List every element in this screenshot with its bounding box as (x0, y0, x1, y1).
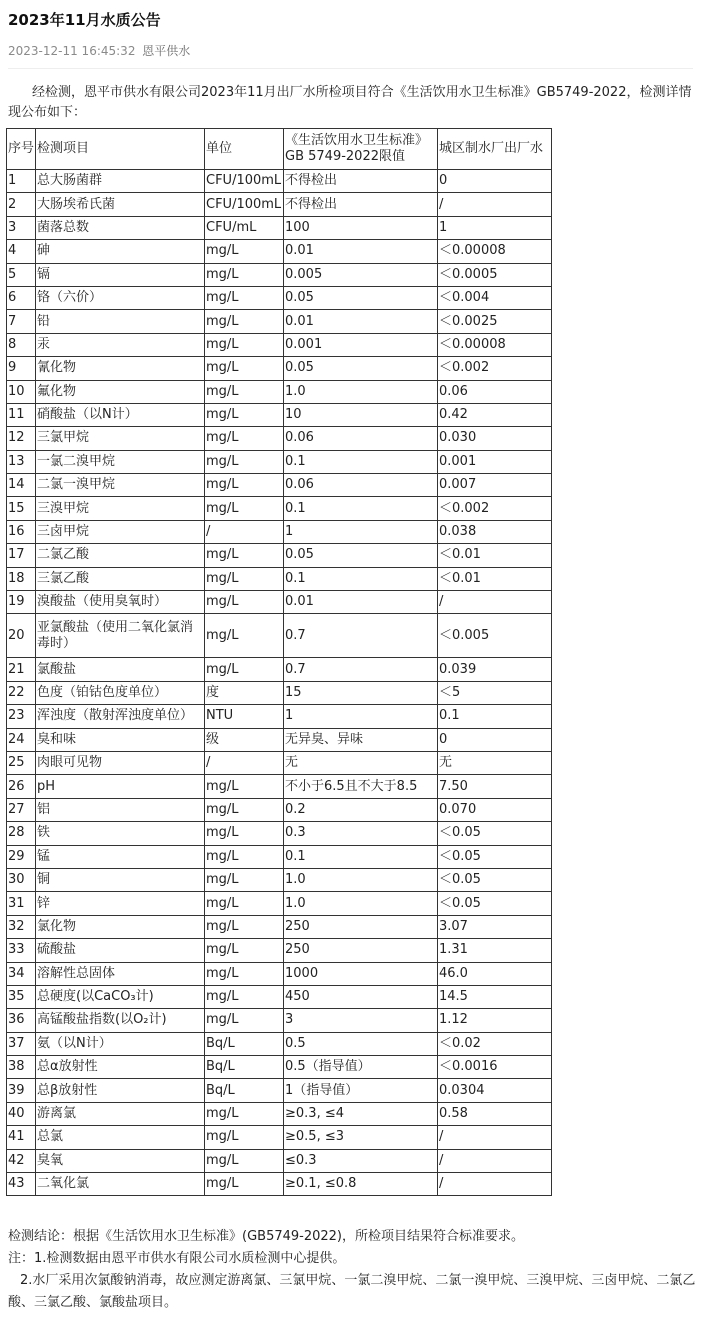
cell-item: 色度（铂钴色度单位） (36, 681, 205, 704)
table-row (7, 1173, 552, 1196)
table-header-row (7, 129, 552, 170)
cell-limit: 0.001 (284, 333, 438, 356)
cell-limit: 0.06 (284, 427, 438, 450)
cell-result: 1.31 (438, 939, 552, 962)
cell-result: ＜0.00008 (438, 240, 552, 263)
cell-limit: 0.01 (284, 591, 438, 614)
cell-unit: mg/L (205, 474, 284, 497)
cell-unit: 级 (205, 728, 284, 751)
table-row (7, 822, 552, 845)
cell-result: 14.5 (438, 985, 552, 1008)
cell-limit: 250 (284, 939, 438, 962)
cell-result: / (438, 1149, 552, 1172)
cell-result: / (438, 1173, 552, 1196)
cell-unit: mg/L (205, 1173, 284, 1196)
cell-result: 1.12 (438, 1009, 552, 1032)
cell-unit: mg/L (205, 915, 284, 938)
cell-item: 二氯一溴甲烷 (36, 474, 205, 497)
cell-unit: mg/L (205, 614, 284, 658)
cell-result: ＜0.002 (438, 357, 552, 380)
cell-limit: 0.5 (284, 1032, 438, 1055)
cell-result: ＜0.05 (438, 892, 552, 915)
cell-result: ＜0.0016 (438, 1056, 552, 1079)
cell-limit: 0.06 (284, 474, 438, 497)
cell-item: 臭和味 (36, 728, 205, 751)
cell-limit: 0.7 (284, 658, 438, 681)
cell-result: ＜0.01 (438, 544, 552, 567)
cell-unit: mg/L (205, 1126, 284, 1149)
table-row (7, 263, 552, 286)
cell-unit: mg/L (205, 892, 284, 915)
cell-unit: Bq/L (205, 1079, 284, 1102)
cell-index: 34 (7, 962, 36, 985)
cell-index: 31 (7, 892, 36, 915)
table-row (7, 962, 552, 985)
cell-index: 21 (7, 658, 36, 681)
cell-unit: mg/L (205, 962, 284, 985)
cell-result: 0.0304 (438, 1079, 552, 1102)
cell-limit: 10 (284, 403, 438, 426)
cell-result: ＜0.002 (438, 497, 552, 520)
cell-unit: / (205, 520, 284, 543)
cell-unit: mg/L (205, 497, 284, 520)
cell-item: 铜 (36, 868, 205, 891)
cell-item: 氯化物 (36, 915, 205, 938)
table-row (7, 286, 552, 309)
table-row (7, 1009, 552, 1032)
cell-unit: Bq/L (205, 1056, 284, 1079)
intro-paragraph: 经检测，恩平市供水有限公司2023年11月出厂水所检项目符合《生活饮用水卫生标准》GB5749-2022，检测详情现公布如下： (8, 85, 692, 120)
cell-limit: 0.01 (284, 240, 438, 263)
cell-limit: 不小于6.5且不大于8.5 (284, 775, 438, 798)
cell-result: 0.42 (438, 403, 552, 426)
cell-limit: 0.1 (284, 497, 438, 520)
table-row (7, 1032, 552, 1055)
cell-index: 29 (7, 845, 36, 868)
table-row (7, 728, 552, 751)
cell-unit: mg/L (205, 1009, 284, 1032)
cell-result: 0.007 (438, 474, 552, 497)
cell-item: 总大肠菌群 (36, 170, 205, 193)
table-row (7, 380, 552, 403)
cell-index: 39 (7, 1079, 36, 1102)
table-row (7, 1126, 552, 1149)
cell-item: 大肠埃希氏菌 (36, 193, 205, 216)
cell-item: 砷 (36, 240, 205, 263)
cell-item: 铅 (36, 310, 205, 333)
cell-result: ＜0.00008 (438, 333, 552, 356)
cell-limit: 0.5（指导值） (284, 1056, 438, 1079)
cell-limit: 1.0 (284, 380, 438, 403)
cell-unit: mg/L (205, 450, 284, 473)
cell-result: 46.0 (438, 962, 552, 985)
cell-index: 8 (7, 333, 36, 356)
cell-index: 13 (7, 450, 36, 473)
cell-item: pH (36, 775, 205, 798)
cell-index: 27 (7, 798, 36, 821)
cell-result: ＜5 (438, 681, 552, 704)
cell-unit: mg/L (205, 822, 284, 845)
table-row (7, 681, 552, 704)
cell-index: 37 (7, 1032, 36, 1055)
cell-index: 32 (7, 915, 36, 938)
cell-index: 9 (7, 357, 36, 380)
cell-unit: mg/L (205, 868, 284, 891)
table-row (7, 658, 552, 681)
table-row (7, 567, 552, 590)
table-row (7, 915, 552, 938)
cell-index: 4 (7, 240, 36, 263)
header-unit: 单位 (205, 129, 284, 170)
cell-item: 高锰酸盐指数(以O₂计) (36, 1009, 205, 1032)
cell-item: 三溴甲烷 (36, 497, 205, 520)
table-row (7, 798, 552, 821)
cell-result: 0.58 (438, 1102, 552, 1125)
table-row (7, 310, 552, 333)
cell-result: 0.070 (438, 798, 552, 821)
cell-index: 24 (7, 728, 36, 751)
cell-unit: mg/L (205, 1102, 284, 1125)
cell-result: / (438, 591, 552, 614)
cell-index: 38 (7, 1056, 36, 1079)
cell-item: 亚氯酸盐（使用二氧化氯消毒时） (36, 614, 205, 658)
cell-limit: 0.005 (284, 263, 438, 286)
table-row (7, 216, 552, 239)
table-row (7, 868, 552, 891)
table-row (7, 1056, 552, 1079)
cell-index: 7 (7, 310, 36, 333)
cell-item: 肉眼可见物 (36, 751, 205, 774)
cell-limit: 0.7 (284, 614, 438, 658)
cell-unit: NTU (205, 705, 284, 728)
table-row (7, 520, 552, 543)
cell-index: 16 (7, 520, 36, 543)
cell-limit: 0.1 (284, 567, 438, 590)
cell-result: 0.06 (438, 380, 552, 403)
table-row (7, 939, 552, 962)
cell-result: 3.07 (438, 915, 552, 938)
cell-item: 铝 (36, 798, 205, 821)
cell-item: 三氯甲烷 (36, 427, 205, 450)
cell-limit: 250 (284, 915, 438, 938)
cell-item: 硝酸盐（以N计） (36, 403, 205, 426)
cell-result: 0.038 (438, 520, 552, 543)
cell-result: 0.039 (438, 658, 552, 681)
cell-unit: mg/L (205, 333, 284, 356)
cell-item: 铬（六价） (36, 286, 205, 309)
cell-result: 0.1 (438, 705, 552, 728)
cell-limit: ≤0.3 (284, 1149, 438, 1172)
cell-index: 30 (7, 868, 36, 891)
cell-item: 溴酸盐（使用臭氧时） (36, 591, 205, 614)
cell-unit: mg/L (205, 240, 284, 263)
cell-item: 总氯 (36, 1126, 205, 1149)
cell-index: 18 (7, 567, 36, 590)
cell-result: ＜0.01 (438, 567, 552, 590)
cell-unit: mg/L (205, 658, 284, 681)
cell-limit: ≥0.3, ≤4 (284, 1102, 438, 1125)
cell-item: 总β放射性 (36, 1079, 205, 1102)
page-title: 2023年11月水质公告 (8, 11, 161, 29)
table-row (7, 403, 552, 426)
table-row (7, 170, 552, 193)
source-link[interactable]: 恩平供水 (142, 44, 191, 58)
cell-result: 0 (438, 728, 552, 751)
cell-unit: mg/L (205, 544, 284, 567)
cell-item: 锌 (36, 892, 205, 915)
cell-unit: mg/L (205, 403, 284, 426)
cell-unit: mg/L (205, 798, 284, 821)
cell-index: 23 (7, 705, 36, 728)
cell-item: 三卤甲烷 (36, 520, 205, 543)
header-divider (8, 68, 693, 69)
table-row (7, 591, 552, 614)
cell-index: 43 (7, 1173, 36, 1196)
footer-notes (8, 1226, 698, 1314)
cell-limit: 0.05 (284, 544, 438, 567)
cell-limit: 不得检出 (284, 193, 438, 216)
cell-unit: CFU/100mL (205, 170, 284, 193)
cell-limit: 无异臭、异味 (284, 728, 438, 751)
cell-unit: 度 (205, 681, 284, 704)
cell-item: 氨（以N计） (36, 1032, 205, 1055)
cell-limit: 15 (284, 681, 438, 704)
cell-index: 42 (7, 1149, 36, 1172)
cell-item: 二氧化氯 (36, 1173, 205, 1196)
cell-item: 硫酸盐 (36, 939, 205, 962)
cell-result: ＜0.005 (438, 614, 552, 658)
cell-unit: mg/L (205, 380, 284, 403)
cell-index: 28 (7, 822, 36, 845)
table-row (7, 450, 552, 473)
cell-index: 15 (7, 497, 36, 520)
cell-item: 菌落总数 (36, 216, 205, 239)
cell-limit: 不得检出 (284, 170, 438, 193)
cell-limit: 无 (284, 751, 438, 774)
cell-unit: mg/L (205, 845, 284, 868)
cell-index: 35 (7, 985, 36, 1008)
note-2: 2.水厂采用次氯酸钠消毒，故应测定游离氯、三氯甲烷、一氯二溴甲烷、二氯一溴甲烷、三溴甲烷、三卤甲烷、二氯乙酸、三氯乙酸、氯酸盐项目。 (8, 1273, 696, 1310)
cell-index: 41 (7, 1126, 36, 1149)
table-row (7, 497, 552, 520)
cell-unit: mg/L (205, 357, 284, 380)
cell-result: 0.030 (438, 427, 552, 450)
cell-item: 总硬度(以CaCO₃计) (36, 985, 205, 1008)
cell-index: 14 (7, 474, 36, 497)
article-meta (8, 42, 190, 59)
cell-unit: mg/L (205, 310, 284, 333)
cell-unit: mg/L (205, 939, 284, 962)
cell-unit: mg/L (205, 286, 284, 309)
cell-unit: mg/L (205, 985, 284, 1008)
cell-item: 二氯乙酸 (36, 544, 205, 567)
cell-index: 3 (7, 216, 36, 239)
cell-unit: CFU/100mL (205, 193, 284, 216)
cell-index: 22 (7, 681, 36, 704)
table-row (7, 1149, 552, 1172)
cell-result: 0.001 (438, 450, 552, 473)
cell-limit: ≥0.1, ≤0.8 (284, 1173, 438, 1196)
header-index: 序号 (7, 129, 36, 170)
cell-item: 氟化物 (36, 380, 205, 403)
cell-index: 6 (7, 286, 36, 309)
cell-item: 总α放射性 (36, 1056, 205, 1079)
cell-index: 36 (7, 1009, 36, 1032)
cell-unit: mg/L (205, 591, 284, 614)
table-row (7, 333, 552, 356)
cell-limit: 1 (284, 520, 438, 543)
table-row (7, 1102, 552, 1125)
cell-limit: 0.05 (284, 357, 438, 380)
cell-result: ＜0.0025 (438, 310, 552, 333)
cell-result: ＜0.004 (438, 286, 552, 309)
cell-index: 17 (7, 544, 36, 567)
cell-item: 氯酸盐 (36, 658, 205, 681)
table-body (7, 170, 552, 1196)
table-row (7, 544, 552, 567)
table-row (7, 705, 552, 728)
cell-result: ＜0.02 (438, 1032, 552, 1055)
cell-unit: CFU/mL (205, 216, 284, 239)
cell-index: 1 (7, 170, 36, 193)
table-row (7, 193, 552, 216)
cell-limit: 1.0 (284, 892, 438, 915)
cell-limit: 1000 (284, 962, 438, 985)
table-row (7, 892, 552, 915)
table-row (7, 985, 552, 1008)
table-row (7, 1079, 552, 1102)
cell-limit: 3 (284, 1009, 438, 1032)
cell-limit: ≥0.5, ≤3 (284, 1126, 438, 1149)
header-result: 城区制水厂出厂水 (438, 129, 552, 170)
table-row (7, 775, 552, 798)
water-quality-table (6, 128, 552, 1196)
cell-index: 26 (7, 775, 36, 798)
cell-item: 游离氯 (36, 1102, 205, 1125)
table-row (7, 427, 552, 450)
cell-limit: 1 (284, 705, 438, 728)
table-row (7, 474, 552, 497)
cell-index: 5 (7, 263, 36, 286)
cell-result: ＜0.05 (438, 868, 552, 891)
cell-result: 1 (438, 216, 552, 239)
cell-index: 33 (7, 939, 36, 962)
cell-index: 40 (7, 1102, 36, 1125)
cell-index: 10 (7, 380, 36, 403)
cell-result: ＜0.05 (438, 822, 552, 845)
cell-item: 镉 (36, 263, 205, 286)
cell-limit: 0.1 (284, 845, 438, 868)
cell-item: 一氯二溴甲烷 (36, 450, 205, 473)
cell-limit: 0.1 (284, 450, 438, 473)
cell-result: 7.50 (438, 775, 552, 798)
cell-index: 25 (7, 751, 36, 774)
note-1: 注：1.检测数据由恩平市供水有限公司水质检测中心提供。 (8, 1251, 346, 1266)
cell-result: 无 (438, 751, 552, 774)
cell-index: 20 (7, 614, 36, 658)
header-item: 检测项目 (36, 129, 205, 170)
table-row (7, 845, 552, 868)
table-row (7, 357, 552, 380)
cell-result: ＜0.05 (438, 845, 552, 868)
cell-unit: mg/L (205, 1149, 284, 1172)
cell-limit: 0.2 (284, 798, 438, 821)
table-row (7, 614, 552, 658)
cell-result: ＜0.0005 (438, 263, 552, 286)
cell-limit: 1（指导值） (284, 1079, 438, 1102)
cell-limit: 0.05 (284, 286, 438, 309)
cell-result: / (438, 1126, 552, 1149)
cell-index: 19 (7, 591, 36, 614)
cell-unit: Bq/L (205, 1032, 284, 1055)
table-row (7, 240, 552, 263)
cell-limit: 450 (284, 985, 438, 1008)
cell-unit: mg/L (205, 567, 284, 590)
cell-item: 溶解性总固体 (36, 962, 205, 985)
cell-unit: mg/L (205, 775, 284, 798)
header-limit: 《生活饮用水卫生标准》GB 5749-2022限值 (284, 129, 438, 170)
cell-result: / (438, 193, 552, 216)
cell-unit: mg/L (205, 263, 284, 286)
cell-limit: 100 (284, 216, 438, 239)
cell-item: 锰 (36, 845, 205, 868)
publish-date: 2023-12-11 16:45:32 (8, 44, 136, 58)
cell-index: 11 (7, 403, 36, 426)
cell-item: 铁 (36, 822, 205, 845)
conclusion-text: 检测结论：根据《生活饮用水卫生标准》(GB5749-2022)，所检项目结果符合标准要求。 (8, 1229, 524, 1244)
cell-limit: 0.01 (284, 310, 438, 333)
cell-result: 0 (438, 170, 552, 193)
cell-index: 2 (7, 193, 36, 216)
cell-unit: / (205, 751, 284, 774)
cell-unit: mg/L (205, 427, 284, 450)
cell-item: 氰化物 (36, 357, 205, 380)
cell-item: 三氯乙酸 (36, 567, 205, 590)
cell-index: 12 (7, 427, 36, 450)
cell-item: 臭氧 (36, 1149, 205, 1172)
table-row (7, 751, 552, 774)
cell-limit: 0.3 (284, 822, 438, 845)
cell-limit: 1.0 (284, 868, 438, 891)
cell-item: 浑浊度（散射浑浊度单位） (36, 705, 205, 728)
cell-item: 汞 (36, 333, 205, 356)
